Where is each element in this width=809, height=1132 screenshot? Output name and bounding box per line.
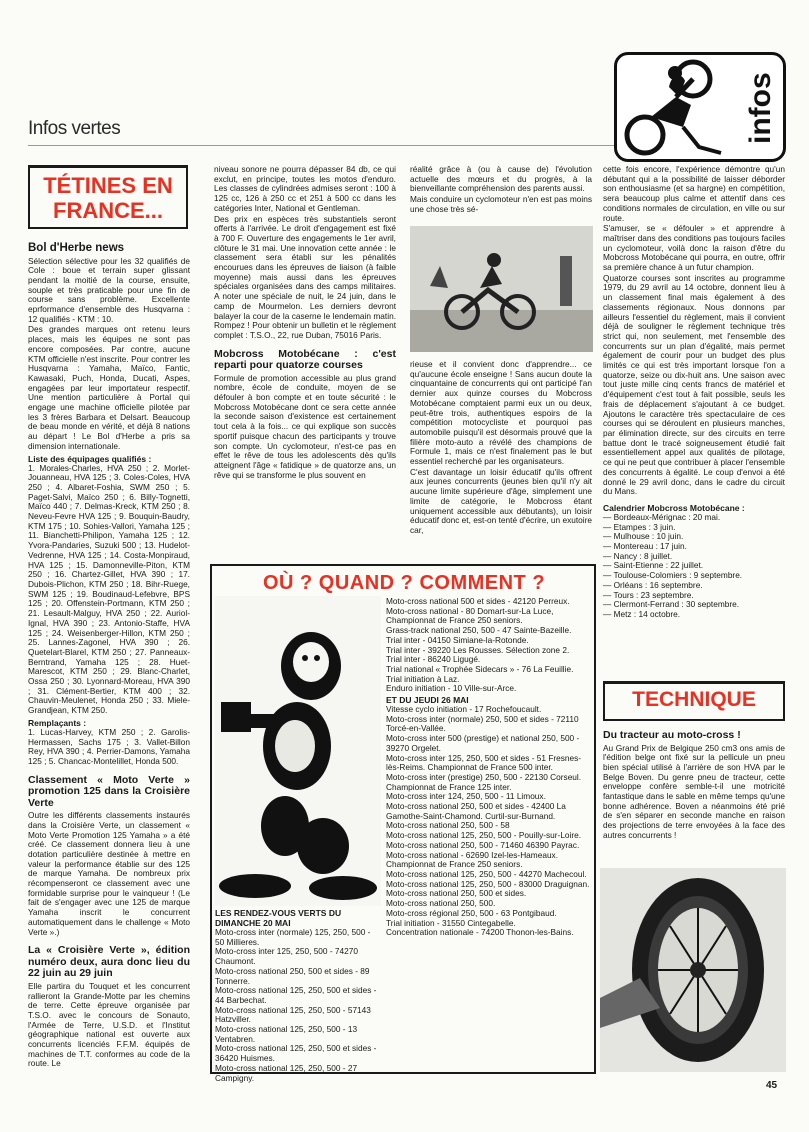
logo-text: infos bbox=[744, 72, 777, 144]
calendar-item: — Orléans : 16 septembre. bbox=[603, 579, 703, 590]
col1-p2: Des grandes marques ont retenu leurs places, mais les équipes ne sont pas encore composées. Par contre, aucune KTM officielle n'est inscrite. Pour contrer les Husqvarna : Yamaha, Maïco, Fantic, Kawasaki, Puch, Honda, Ducati, Aspes, engagées par leur importateur respectif. Une mention particulière à Portal qui engage une machine officielle pilotée par les 3 frères Barbara et Delsart. Beaucoup de beau monde en vérité, et déjà 8 nations au départ ! Le Bol d'Herbe a pris sa dimension internationale. bbox=[28, 324, 190, 451]
column-3 bbox=[410, 360, 592, 560]
calendar-item: — Bordeaux-Mérignac : 20 mai. bbox=[603, 511, 721, 522]
page-number: 45 bbox=[766, 1080, 778, 1091]
calendar-list bbox=[603, 513, 785, 620]
cartoon-illustration bbox=[215, 596, 381, 906]
photo-cyclomoteur bbox=[410, 226, 593, 352]
infos-logo bbox=[614, 52, 786, 162]
col1-p3: 1. Morales-Charles, HVA 250 ; 2. Morlet-Jouanneau, HVA 125 ; 3. Coles-Coles, HVA 250 ; 4. Albaret-Foshia, SWM 250 ; 5. Paget-Salvi, Maïco 250 ; 6. Billy-Tognetti, Maïco 440 ; 7. Delmas-Kreck, KTM 250 ; 8. Neveu-Fevre HVA 125 ; 9. Bouquin-Baudry, KTM 175 ; 10. Sohies-Vallori, Yamaha 125 ; 11. Bianchetti-Philipon, Yamaha 125 ; 12. Yvora-Pandaries, Suzuki 500 ; 13. Hudelot-Vedrenne, HVA 125 ; 14. Costa-Monpiraud, HVA 125 ; 15. Damonneville-Piton, KTM 250 ; 16. Chartez-Gillet, HVA 390 ; 17. Dubois-Plichon, KTM 250 ; 18. Bihr-Ruege, SWM 125 ; 19. Boudinaud-Lefebvre, BPS 125 ; 20. Offenstein-Portmann, KTM 250 ; 21. Lesault-Malguy, HVA 250 ; 22. Auriol-Ignal, HVA 390 ; 23. Antonio-Staffe, HVA 125 ; 24. Weisenberger-Hillon, KTM 250 ; 25. Lannes-Zagonel, HVA 390 ; 26. Quetelart-Blarel, KTM 250 ; 27. Panneaux-Berntrand, Yamaha 125 ; 28. Huet-Marescot, KTM 250 ; 29. Blanc-Charlet, Ossa 250 ; 30. Lyonnard-Moreau, HVA 390 ; 31. Clément-Bertier, KTM 400 ; 32. Chauvin-Meulenet, Honda 250 ; 33. Miele-Grandjean, KTM 250. bbox=[28, 462, 190, 716]
cartoon-illustration-image bbox=[215, 596, 381, 906]
column-4 bbox=[603, 165, 785, 665]
column-4-technique bbox=[603, 726, 785, 860]
col3-p2: Mais conduire un cyclomoteur n'en est pas moins une chose très sé- bbox=[410, 194, 592, 214]
calendar-box-col-right bbox=[386, 597, 591, 1071]
calendar-item: — Metz : 14 octobre. bbox=[603, 608, 681, 619]
banner-tetines-text: TÉTINES EN FRANCE... bbox=[43, 173, 173, 223]
calendar-list2: Moto-cross national 500 et sides - 42120 Perreux. Moto-cross national - 80 Domart-sur-La Luce, Championnat de France 250 seniors. Grass-track national 250, 500 - 47 Sainte-Bazeille. Trial inter - 04150 Simiane-la-Rotonde. Trial inter - 39220 Les Rousses. Sélection zone 2. Trial inter - 86240 Ligugé. Trial national « Trophée Sidecars » - 76 La Feuillie. Trial initiation à Laz. Enduro initiation - 10 Ville-sur-Arce. bbox=[386, 596, 574, 694]
col1-p1: Sélection sélective pour les 32 qualifiés de Cole : boue et terrain super glissant pendant la moitié de la course, ensuite, souple et très praticable pour une fin de course sans problème. Excellente eprformance d'ensemble des Husqvarna : 12 qualifiés - KTM : 10. bbox=[28, 255, 190, 324]
calendar-item: — Montereau : 17 juin. bbox=[603, 541, 687, 552]
calendar-box-col-left bbox=[215, 908, 381, 1083]
calendar-item: — Mulhouse : 10 juin. bbox=[603, 531, 684, 542]
heading-tracteur: Du tracteur au moto-cross ! bbox=[603, 729, 741, 741]
heading-calendrier-mobcross: Calendrier Mobcross Motobécane : bbox=[603, 502, 745, 513]
header-rule bbox=[28, 145, 632, 146]
col2-p2: Des prix en espèces très substantiels seront offerts à l'arrivée. Le droit d'engagement est fixé à 700 F. Ouverture des engagements le 1er avril, clôture le 31 mai. Une innovation cette année : le classement sera établi sur les pénalités encourues dans les épreuves de liaison (à faible moyenne) mais aussi dans les épreuves spéciales organisées dans des camps militaires. A noter une spéciale de nuit, le 24 juin, dans le camp de Mourmelon. Les derniers devront balayer la cour de la caserne le lendemain matin. Rompez ! Pour obtenir un bulletin et le règlement complet : T.S.O., 22, rue Duban, 75016 Paris. bbox=[214, 213, 396, 340]
photo-tractor-tyre-image bbox=[600, 868, 786, 1072]
section-title: Infos vertes bbox=[28, 118, 121, 139]
banner-technique-text: TECHNIQUE bbox=[632, 688, 756, 711]
calendar-item: — Clermont-Ferrand : 30 septembre. bbox=[603, 599, 740, 610]
motorcyclist-logo-icon bbox=[621, 57, 746, 161]
calendar-item: — Saint-Etienne : 22 juillet. bbox=[603, 560, 704, 571]
calendar-list3: Vitesse cyclo initiation - 17 Rochefoucault. Moto-cross inter (normale) 250, 500 et sides - 72110 Torcé-en-Vallée. Moto-cross inter 500 (prestige) et national 250, 500 - 39270 Orgelet. Moto-cross inter 125, 250, 500 et sides - 51 Fresnes-lès-Reims. Championnat de France 500 inter. Moto-cross inter (prestige) 250, 500 - 22130 Corseul. Championnat de France 125 inter. Moto-cross inter 124, 250, 500 - 11 Limoux. Moto-cross national 250, 500 et sides - 42400 La Gamothe-Saint-Chamond. Curtil-sur-Burnand. Moto-cross national 250, 500 - 58 Moto-cross national 125, 250, 500 - Pouilly-sur-Loire. Moto-cross national 250, 500 - 71460 46390 Payrac. Moto-cross national - 62690 Izel-les-Hameaux. Championnat de France 250 seniors. Moto-cross national 125, 250, 500 - 44270 Machecoul. Moto-cross national 125, 250, 500 - 83000 Draguignan. Moto-cross national 250, 500 et sides. Moto-cross national 250, 500. Moto-cross régional 250, 500 - 63 Pontgibaud. Trial initiation - 31550 Cintegabelle. Concentration nationale - 74200 Thonon-les-Bains. bbox=[386, 704, 590, 938]
col4-p3: Quatorze courses sont inscrites au programme 1979, du 29 avril au 14 octobre, donnent lieu à un classement final mais également à des classements régionaux. Nous donnons par ailleurs l'essentiel du règlement, mais il convient déjà de souligner le règlement technique très strict qui, non seulement, met l'ensemble des concurrents sur un plan d'égalité, mais permet également de courir pour un budget des plus limités ce qui est très important lorsque l'on a quatorze, seize ou dix-huit ans. Une saison avec tout juste mille cinq cents francs de matériel et d'équipement c'est tout à fait possible, seuls les frais de déplacement s'ajoutant à ce budget. Ajoutons le caractère très spectaculaire de ces courses qui se déroulent en plusieurs manches, par élimination directe, sur des circuits en terre battue dont le tracé soigneusement étudié fait essentiellement appel aux qualités de pilotage, ce qui ne peut que contribuer à placer l'ensemble des concurrents à égalité. Le coup d'envoi a été donné le 29 avril donc, dans le cadre du circuit du Mans. bbox=[603, 272, 785, 497]
col1-p4: 1. Lucas-Harvey, KTM 250 ; 2. Garolis-Hermassen, Sachs 175 ; 3. Vallet-Billon Rey, HVA 390 ; 4. Perrier-Damons, Yamaha 125 ; 5. Chancac-Montelillet, Honda 500. bbox=[28, 726, 190, 766]
heading-jeudi-26-mai: ET DU JEUDI 26 MAI bbox=[386, 695, 469, 706]
photo-cyclomoteur-image bbox=[410, 226, 593, 352]
col2-p3: Formule de promotion accessible au plus grand nombre, école de conduite, moyen de se défouler à bon compte et en toute sécurité : le Mobcross Motobécane dont ce sera cette année la seconde saison d'existence est certainement tout cela à la fois... ce qui explique son succès sportif puisque chacun des participants y trouve son compte. Un cyclomoteur, n'est-ce pas en effet le rêve de tous les adolescents dès qu'ils atteignent l'âge « fatidique » de quatorze ans, un rêve qui se transforme le plus souvent en bbox=[214, 372, 396, 480]
heading-mobcross: Mobcross Motobécane : c'est reparti pour quatorze courses bbox=[214, 347, 396, 372]
calendar-item: — Toulouse-Colomiers : 9 septembre. bbox=[603, 570, 743, 581]
calendar-item: — Tours : 23 septembre. bbox=[603, 589, 694, 600]
calendar-item: — Etampes : 3 juin. bbox=[603, 521, 676, 532]
heading-classement-moto-verte: Classement « Moto Verte » promotion 125 dans la Croisière Verte bbox=[28, 773, 190, 809]
col1-p5: Outre les différents classements instaurés dans la Croisière Verte, un classement « Moto Verte Promotion 125 Yamaha » a été créé. Ce classement donnera lieu à une dotation particulière destinée à mettre en valeur la performance établie sur des 125 de marque Yamaha. De nombreux prix récompenseront ce classement avec une formidable surprise pour le vainqueur ! (Le fait de s'engager avec une 125 de marque Yamaha inscrit le concurrent automatiquement dans le challenge « Moto Verte ».) bbox=[28, 810, 190, 937]
heading-remplacants: Remplaçants : bbox=[28, 717, 87, 728]
column-1 bbox=[28, 236, 190, 1096]
column-3-top bbox=[410, 165, 592, 221]
col4-p1: cette fois encore, l'expérience démontre qu'un débutant qui a la possibilité de laisser déborder son enthousiasme (et sa hargne) en compétition, sera beaucoup plus calme et attentif dans ces conditions normales de circulation, en ville ou sur route. bbox=[603, 164, 785, 223]
banner-tetines bbox=[28, 165, 188, 229]
col1-p6: Elle partira du Touquet et les concurrent rallieront la Grande-Motte par les chemins de terre. Cette épreuve organisée par T.S.O. avec le concours de Sonauto, l'Armée de Terre, U.S.D. et l'Institut géographique national est ouverte aux concurrents licenciés F.F.M. équipés de machines de T.T. conformes au code de la route. Le bbox=[28, 980, 190, 1069]
col4-p2: S'amuser, se « défouler » et apprendre à maîtriser dans des conditions pas toujours faciles un cyclomoteur, voilà donc la raison d'être du Mobcross Motobécane qui pourra, en outre, offrir sa première chance à un futur champion. bbox=[603, 223, 785, 273]
heading-bol-dherbe: Bol d'Herbe news bbox=[28, 242, 125, 254]
column-2 bbox=[214, 165, 396, 557]
heading-rendez-vous: LES RENDEZ-VOUS VERTS DU DIMANCHE 20 MAI bbox=[215, 908, 342, 928]
col3-p4: C'est davantage un loisir éducatif qu'ils offrent aux jeunes concurrents (jeunes bien qu'il n'y ait aucune limite supérieure d'âge, simplement une limite de catégorie, le Mobcross étant uniquement accessible aux débutants), un loisir éducatif donc et, est-on tenté d'écrire, un exutoire car, bbox=[410, 466, 592, 535]
banner-ou-quand-comment: OÙ ? QUAND ? COMMENT ? bbox=[262, 572, 546, 594]
heading-croisiere-verte: La « Croisière Verte », édition numéro deux, aura donc lieu du 22 juin au 29 juin bbox=[28, 944, 190, 980]
col4-p4: Au Grand Prix de Belgique 250 cm3 ons amis de l'édition belge ont fixé sur la pellicule un pneu bien spécial utilisé à l'arrière de son HVA par le Belge Boven. Du genre pneu de tracteur, cette enveloppe confère semble-t-il une motricité fantastique dans le sable en même temps qu'une bonne adhérence. Boven a néanmoins été prié de s'en séparer en seconde manche en raison des projections de terre envoyées à la face des autres concurrents ! bbox=[603, 742, 785, 840]
calendar-list1: Moto-cross inter (normale) 125, 250, 500 - 50 Millieres. Moto-cross inter 125, 250, 500 - 74270 Chaumont. Moto-cross national 250, 500 et sides - 89 Tonnerre. Moto-cross national 125, 250, 500 et sides - 44 Barbechat. Moto-cross national 125, 250, 500 - 57143 Hatzviller. Moto-cross national 125, 250, 500 - 13 Ventabren. Moto-cross national 125, 250, 500 et sides - 36420 Huismes. Moto-cross national 125, 250, 500 - 27 Campigny. bbox=[215, 927, 377, 1083]
col2-p1: niveau sonore ne pourra dépasser 84 db, ce qui exclut, en principe, toutes les motos d'enduro. Les classes de cylindrées admises seront : 100 à 125 cc, 126 à 250 cc et 251 à 500 cc dans les catégories Inter, National et Gentleman. bbox=[214, 164, 396, 213]
col3-p1: réalité grâce à (ou à cause de) l'évolution actuelle des mœurs et du progrès, à la bienveillante compréhension des parents aussi. bbox=[410, 164, 592, 194]
calendar-item: — Nancy : 8 juillet. bbox=[603, 550, 673, 561]
banner-technique bbox=[603, 681, 785, 721]
photo-tractor-tyre bbox=[600, 868, 786, 1072]
heading-liste-equipages: Liste des équipages qualifiés : bbox=[28, 453, 152, 464]
col3-p3: rieuse et il convient donc d'apprendre... ce qu'aucune école enseigne ! Sans aucun doute la cinquantaine de concurrents qui ont participé l'an dernier aux quinze courses du Mobcross Motobécane comptaient parmi eux un ou deux, peut-être trois, authentiques espoirs de la compétition motocycliste et pourquoi pas automobile puisqu'il est désormais prouvé que la filière moto-auto a révélé des champions de Formule 1, mais ce n'est finalement pas le but essentiel recherché par les organisateurs. bbox=[410, 359, 592, 467]
